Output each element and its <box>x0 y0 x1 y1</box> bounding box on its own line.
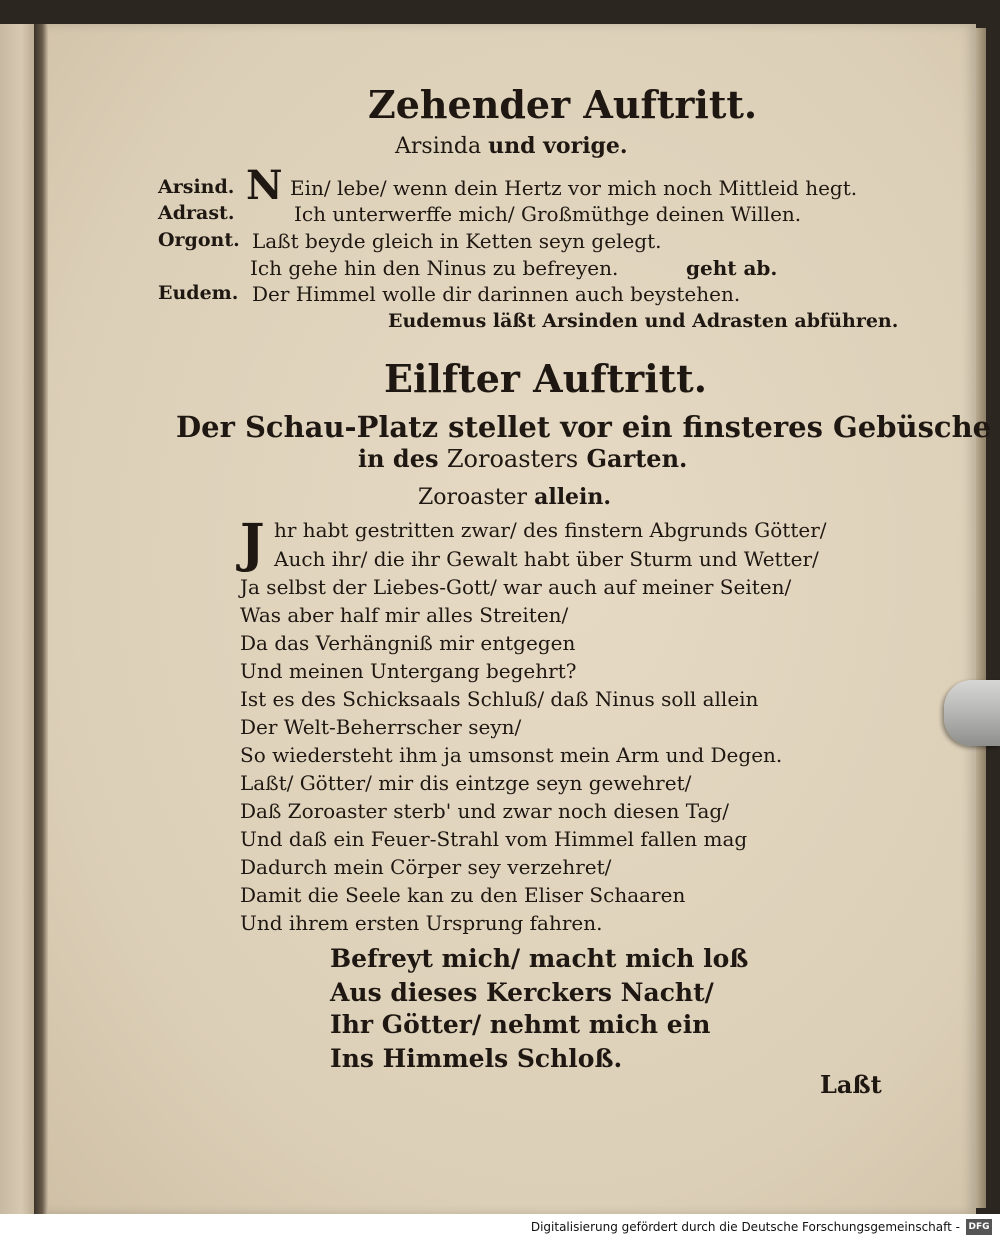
cast-rest: allein. <box>534 484 612 510</box>
monologue-line: Und ihrem ersten Ursprung fahren. <box>240 911 603 935</box>
aria-line: Aus dieses Kerckers Nacht/ <box>330 978 714 1007</box>
aria-line: Ihr Götter/ nehmt mich ein <box>330 1010 711 1039</box>
aria-line: Befreyt mich/ macht mich loß <box>330 944 749 973</box>
monologue-line: So wiedersteht ihm ja umsonst mein Arm und Degen. <box>240 743 783 767</box>
dialogue-line: Ich unterwerffe mich/ Großmüthge deinen Willen. <box>294 202 802 226</box>
dialogue-line: Laßt beyde gleich in Ketten seyn gelegt. <box>252 229 662 253</box>
catchword: Laßt <box>820 1070 882 1099</box>
cast-name: Zoroaster <box>418 485 528 510</box>
drop-initial: J <box>240 513 265 574</box>
speaker-label: Eudem. <box>158 282 239 304</box>
monologue-line: Damit die Seele kan zu den Eliser Schaaren <box>240 883 686 907</box>
scene-11-setting-line2 <box>358 444 687 473</box>
setting-part: Garten. <box>586 444 688 473</box>
dialogue-line: Ein/ lebe/ wenn dein Hertz vor mich noch Mittleid hegt. <box>290 176 858 200</box>
speaker-label: Adrast. <box>158 202 235 224</box>
monologue-line: Dadurch mein Cörper sey verzehret/ <box>240 855 612 879</box>
scene-10-cast <box>395 133 628 159</box>
cast-rest: und vorige. <box>488 133 628 159</box>
stage-note: geht ab. <box>686 256 778 280</box>
monologue-line: Laßt/ Götter/ mir dis eintzge seyn gewehret/ <box>240 771 692 795</box>
funding-credit: Digitalisierung gefördert durch die Deutsche Forschungsgemeinschaft - <box>530 1220 960 1234</box>
monologue-line: Auch ihr/ die ihr Gewalt habt über Sturm und Wetter/ <box>274 547 819 571</box>
scene-11-setting-line1: Der Schau-Platz stellet vor ein finsteres Gebüsche <box>176 410 992 444</box>
speaker-label: Orgont. <box>158 229 240 251</box>
drop-initial: N <box>246 162 283 209</box>
scene-11-cast <box>418 484 611 510</box>
scene-11-title: Eilfter Auftritt. <box>384 356 707 401</box>
monologue-line: Daß Zoroaster sterb' und zwar noch diesen Tag/ <box>240 799 729 823</box>
setting-place: Zoroasters <box>446 445 579 473</box>
dialogue-line: Der Himmel wolle dir darinnen auch beystehen. <box>252 282 741 306</box>
monologue-line: Ist es des Schicksaals Schluß/ daß Ninus soll allein <box>240 687 759 711</box>
cast-name: Arsinda <box>395 134 482 159</box>
scene-10-title: Zehender Auftritt. <box>368 82 758 127</box>
stage-direction <box>388 310 898 332</box>
book-gutter <box>34 24 48 1214</box>
footer-bar <box>0 1214 1000 1242</box>
monologue-line: Da das Verhängniß mir entgegen <box>240 631 576 655</box>
speaker-label: Arsind. <box>158 176 235 198</box>
monologue-line: Was aber half mir alles Streiten/ <box>240 603 569 627</box>
dfg-logo: DFG <box>966 1219 992 1235</box>
stage-direction-a: Eudemus läßt Arsinden <box>388 310 638 332</box>
monologue-line: Und meinen Untergang begehrt? <box>240 659 577 683</box>
page-stack-edge <box>976 28 986 1208</box>
monologue-line: Der Welt-Beherrscher seyn/ <box>240 715 522 739</box>
stage-direction-b: und Adrasten abführen. <box>644 310 899 332</box>
monologue-line: hr habt gestritten zwar/ des finstern Abgrunds Götter/ <box>274 518 827 542</box>
previous-page-edge <box>0 24 36 1214</box>
monologue-line: Ja selbst der Liebes-Gott/ war auch auf meiner Seiten/ <box>240 575 792 599</box>
dialogue-line: Ich gehe hin den Ninus zu befreyen. <box>250 256 619 280</box>
monologue-line: Und daß ein Feuer-Strahl vom Himmel fallen mag <box>240 827 748 851</box>
page-clip <box>944 680 1000 746</box>
aria-line: Ins Himmels Schloß. <box>330 1044 623 1073</box>
setting-part: in des <box>358 444 439 473</box>
